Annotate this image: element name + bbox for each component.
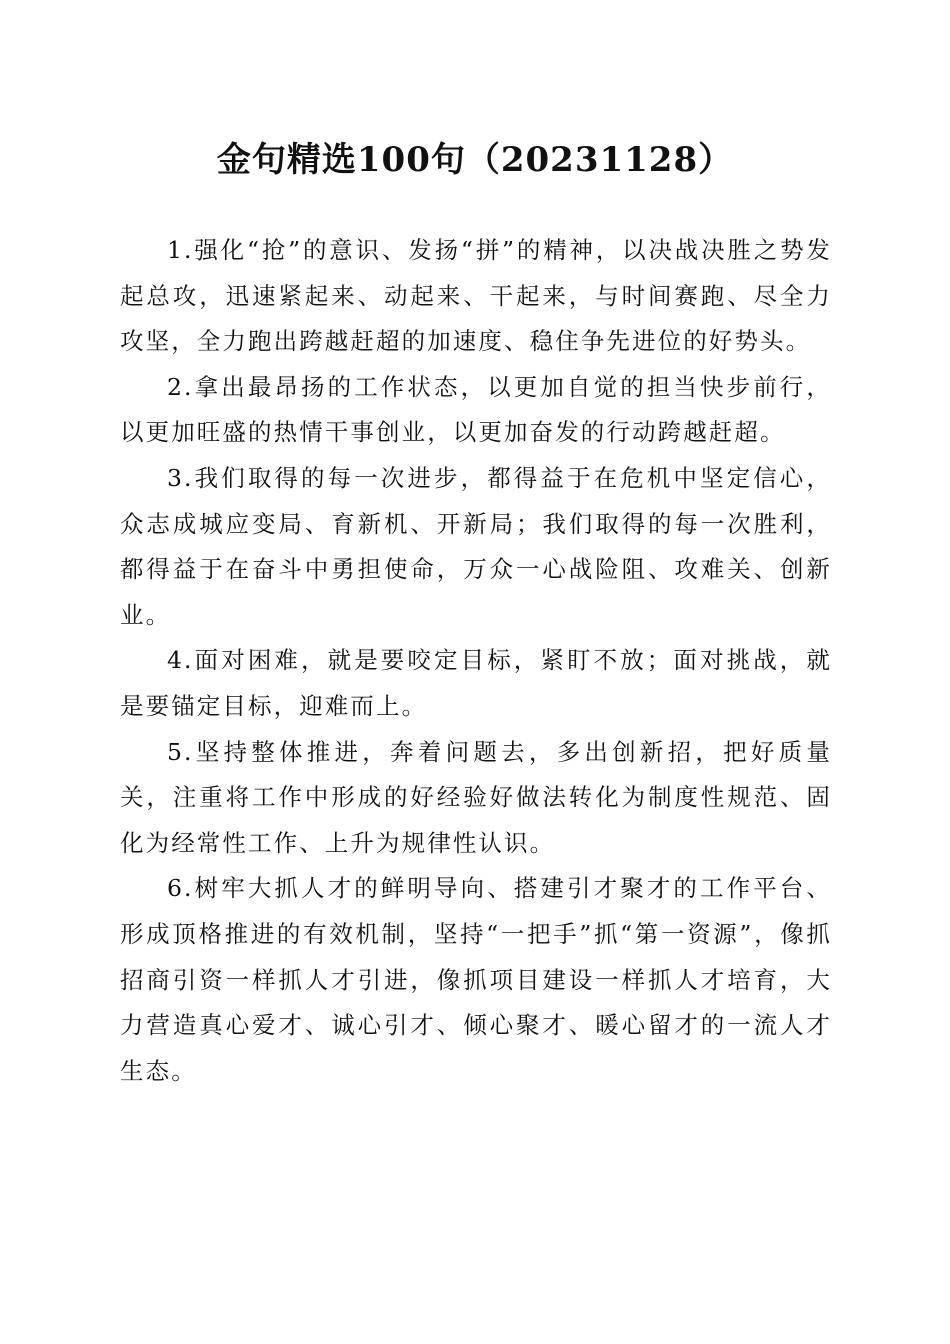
document-title: 金句精选100句（20231128） [216,140,734,180]
paragraph-1: 1.强化“抢”的意识、发扬“拼”的精神，以决战决胜之势发起总攻，迅速紧起来、动起来、干起来，与时间赛跑、尽全力攻坚，全力跑出跨越赶超的加速度、稳住争先进位的好势头。 [120,236,832,356]
paragraph-2: 2.拿出最昂扬的工作状态，以更加自觉的担当快步前行，以更加旺盛的热情干事创业，以更加奋发的行动跨越赶超。 [120,372,832,447]
paragraph-6: 6.树牢大抓人才的鲜明导向、搭建引才聚才的工作平台、形成顶格推进的有效机制，坚持“一把手”抓“第一资源”，像抓招商引资一样抓人才引进，像抓项目建设一样抓人才培育，大力营造真心爱才、诚心引才、倾心聚才、暖心留才的一流人才生态。 [120,874,832,1085]
paragraph-3: 3.我们取得的每一次进步，都得益于在危机中坚定信心，众志成城应变局、育新机、开新局；我们取得的每一次胜利，都得益于在奋斗中勇担使命，万众一心战险阻、攻难关、创新业。 [120,463,832,629]
document-body [120,228,832,1094]
paragraph-5: 5.坚持整体推进，奔着问题去，多出创新招，把好质量关，注重将工作中形成的好经验好做法转化为制度性规范、固化为经常性工作、上升为规律性认识。 [120,737,832,857]
paragraph-4: 4.面对困难，就是要咬定目标，紧盯不放；面对挑战，就是要锚定目标，迎难而上。 [120,646,832,720]
